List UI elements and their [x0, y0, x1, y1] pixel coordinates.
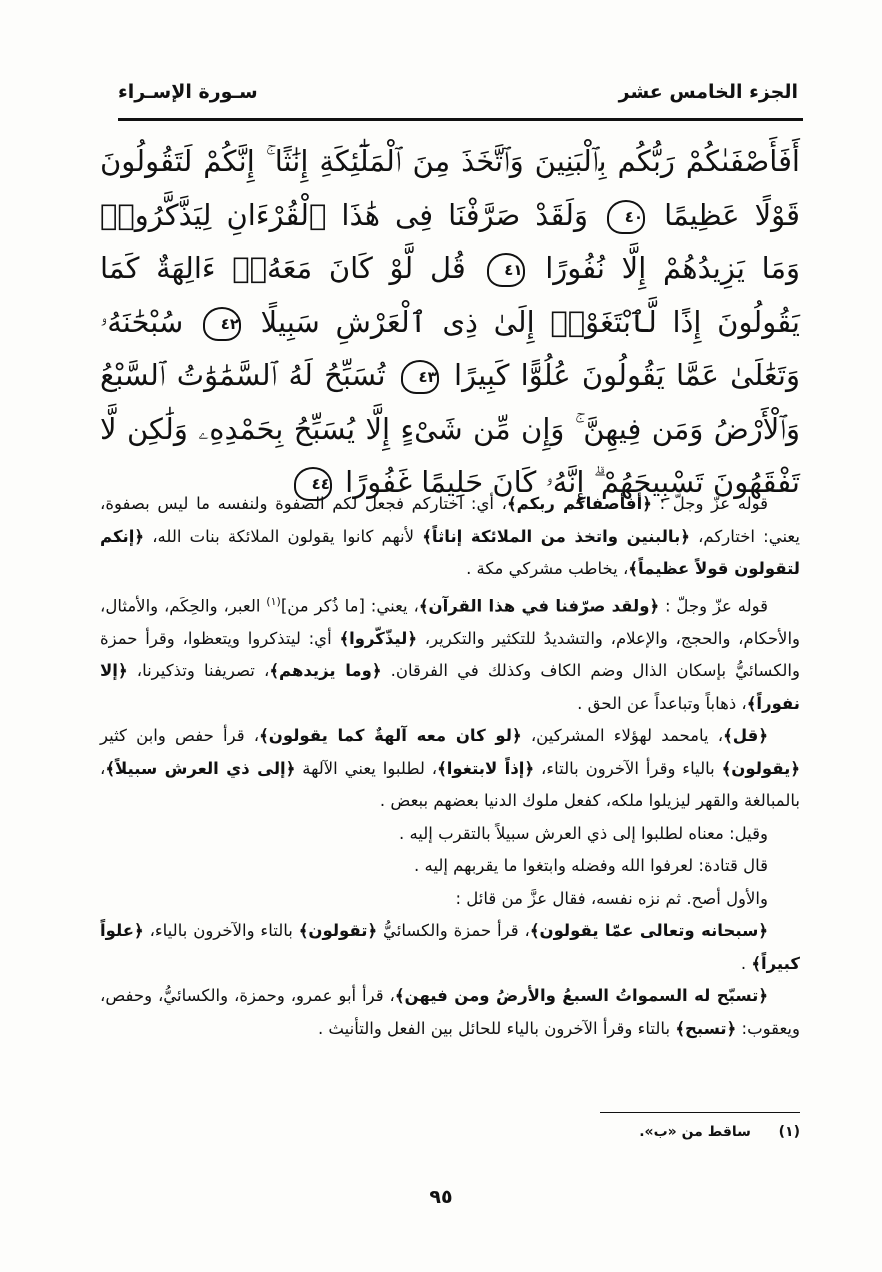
footnote-ref[interactable]: (١) — [266, 594, 281, 608]
text-run: أي: ليتذكروا ويتعظوا، وقرأ حمزة والكسائيُّ بإسكان الذال وضم الكاف وكذلك في الفرقان. — [100, 628, 800, 680]
verse-number-marker: ٤٤ — [294, 467, 332, 501]
text-run: ، يخاطب مشركي مكة . — [466, 559, 629, 578]
text-run: العبر، والحِكَم، والأمثال، والأحكام، والحجج، والإعلام، والتشديدُ للتكثير والتكرير، — [100, 596, 800, 648]
text-run: بالتاء وقرأ الآخرون بالياء للحائل بين الفعل والتأنيث . — [317, 1018, 676, 1038]
commentary-paragraph — [100, 720, 800, 818]
verse-number-marker: ٤٣ — [401, 360, 439, 394]
verse-text: سُبْحَٰنَهُۥ وَتَعَٰلَىٰ عَمَّا يَقُولُونَ عُلُوًّا كَبِيرًا — [100, 304, 800, 392]
quoted-verse: ﴿أفأصفاكم ربكم﴾ — [506, 494, 652, 513]
text-run: ، قرأ حفص وابن كثير — [100, 726, 260, 745]
text-run: ، تصريفنا وتذكيرنا، — [127, 661, 270, 680]
quoted-verse: ﴿إنكم لتقولون قولاً عظيماً﴾ — [100, 526, 800, 578]
text-run: ، يامحمد لهؤلاء المشركين، — [521, 726, 724, 745]
juz-label: الجزء الخامس عشر — [618, 81, 798, 103]
verse-number-marker: ٤٢ — [203, 307, 241, 341]
commentary-paragraph: وقيل: معناه لطلبوا إلى ذي العرش سبيلاً بالتقرب إليه . — [398, 823, 768, 843]
surah-label: سـورة الإسـراء — [118, 81, 258, 103]
quoted-verse: ﴿قل﴾ — [723, 726, 768, 745]
verse-text: قُل لَّوْ كَانَ مَعَهُۥٓ ءَالِهَةٌ كَمَا يَقُولُونَ إِذًا لَّٱبْتَغَوْا۟ إِلَىٰ ذِى ٱلْعَرْشِ سَبِيلًا — [100, 251, 800, 339]
commentary-paragraph — [100, 586, 800, 721]
text-run: ، قرأ حمزة والكسائيُّ — [377, 921, 530, 940]
footnote — [100, 1124, 800, 1140]
verse-number-marker: ٤١ — [487, 253, 525, 287]
text-run: ، يعني: [ما ذُكر من] — [280, 596, 419, 615]
text-run: لأنهم كانوا يقولون الملائكة بنات الله، — [144, 526, 423, 546]
quoted-verse: ﴿تقولون﴾ — [298, 921, 378, 940]
text-run: قوله عزّ وجلّ : — [659, 596, 769, 615]
text-run: ، ذهاباً وتباعداً عن الحق . — [577, 693, 747, 713]
page-number: ٩٥ — [429, 1186, 453, 1208]
verse-number-marker: ٤٠ — [607, 200, 645, 234]
quoted-verse: ﴿تسبح﴾ — [675, 1018, 737, 1038]
quran-verses — [100, 135, 800, 510]
quoted-verse: ﴿وما يزيدهم﴾ — [269, 661, 382, 680]
commentary-paragraph — [100, 488, 800, 586]
text-run: بالتاء والآخرون بالياء، — [143, 921, 299, 940]
commentary-paragraph — [100, 980, 800, 1045]
quoted-verse: ﴿ولقد صرّفنا في هذا القرآن﴾ — [418, 596, 660, 615]
text-run: ، بالمبالغة والقهر ليزيلوا ملكه، كفعل ملوك الدنيا بعضهم ببعض . — [100, 758, 800, 810]
verse-text: وَلَقَدْ صَرَّفْنَا فِى هَٰذَا ٱلْقُرْءَانِ لِيَذَّكَّرُوا۟ وَمَا يَزِيدُهُمْ إِلَّا نُفُورًا — [100, 197, 801, 285]
footnote-number: (١) — [778, 1124, 800, 1140]
text-run: ، قرأ أبو عمرو، وحمزة، والكسائيُّ، وحفص، ويعقوب: — [100, 986, 800, 1038]
commentary-paragraph: قال قتادة: لعرفوا الله وفضله وابتغوا ما يقربهم إليه . — [414, 856, 768, 875]
quoted-verse: ﴿إذاً لابتغوا﴾ — [437, 758, 535, 778]
verse-text: أَفَأَصْفَىٰكُمْ رَبُّكُم بِٱلْبَنِينَ وَٱتَّخَذَ مِنَ ٱلْمَلَٰٓئِكَةِ إِنَٰثًا ۚ إِنَّكُمْ لَتَقُولُونَ قَوْلًا عَظِيمًا — [100, 144, 801, 232]
commentary-paragraph — [100, 915, 800, 980]
footnote-text: ساقط من «ب». — [639, 1124, 751, 1140]
quoted-verse: ﴿إلا نفوراً﴾ — [100, 661, 800, 713]
quoted-verse: ﴿يقولون﴾ — [721, 758, 800, 778]
header-rule — [118, 118, 803, 121]
text-run: قوله عزّ وجلّ : — [651, 494, 769, 513]
commentary-paragraph: والأول أصح. ثم نزه نفسه، فقال عزَّ من قائل : — [455, 888, 768, 908]
quoted-verse: ﴿بالبنين واتخذ من الملائكة إناثاً﴾ — [422, 526, 690, 546]
tafsir-commentary — [100, 488, 800, 1045]
text-run: ، أي: اختاركم فجعل لكم الصفوة ولنفسه ما ليس بصفوة، يعني: اختاركم، — [100, 494, 800, 546]
quoted-verse: ﴿لو كان معه آلهةٌ كما يقولون﴾ — [259, 726, 522, 745]
quoted-verse: ﴿ليذّكّروا﴾ — [339, 628, 418, 648]
text-run: بالياء وقرأ الآخرون بالتاء، — [534, 758, 722, 778]
quoted-verse: ﴿علواً كبيراً﴾ — [100, 921, 800, 973]
quoted-verse: ﴿إلى ذي العرش سبيلاً﴾ — [105, 758, 296, 778]
footnote-rule — [600, 1112, 800, 1113]
text-run: ، لطلبوا يعني الآلهة — [295, 758, 438, 778]
quoted-verse: ﴿سبحانه وتعالى عمّا يقولون﴾ — [529, 921, 768, 940]
running-header — [118, 72, 798, 112]
text-run: . — [740, 953, 752, 973]
quoted-verse: ﴿تسبّح له السمواتُ السبعُ والأرضُ ومن فيهن﴾ — [394, 986, 768, 1005]
verse-text: تُسَبِّحُ لَهُ ٱلسَّمَٰوَٰتُ ٱلسَّبْعُ وَٱلْأَرْضُ وَمَن فِيهِنَّ ۚ وَإِن مِّن شَىْءٍ إِلَّا يُسَبِّحُ بِحَمْدِهِۦ وَلَٰكِن لَّا تَفْقَهُونَ تَسْبِيحَهُمْ ۗ إِنَّهُۥ كَانَ حَلِيمًا غَفُورًا — [100, 358, 800, 499]
